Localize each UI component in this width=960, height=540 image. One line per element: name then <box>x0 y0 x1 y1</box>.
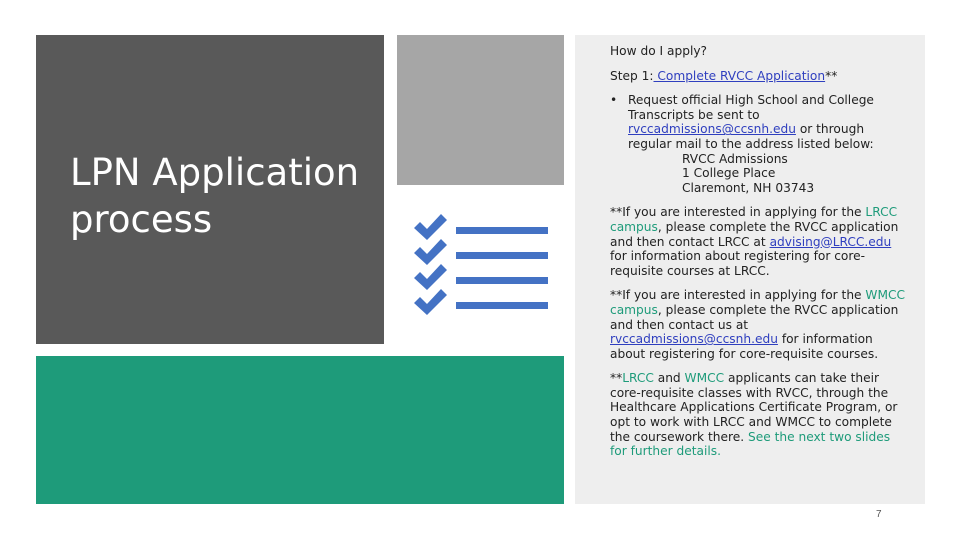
final-prefix: ** <box>610 371 623 386</box>
final-and: and <box>653 371 685 386</box>
address-line: 1 College Place <box>682 166 776 181</box>
check-mark-icon <box>414 264 447 290</box>
transcript-text-2: or through regular mail to the address listed below: <box>628 122 874 151</box>
wmcc-text-2: , please complete the RVCC application and then contact us at <box>610 302 899 332</box>
check-mark-icon <box>414 239 447 265</box>
gray-accent-block <box>397 35 564 185</box>
lrcc-text-3: for information about registering for core-requisite courses at LRCC. <box>610 249 866 278</box>
lrcc-text-2: , please complete the RVCC application and then contact LRCC at <box>610 219 899 249</box>
section-heading: How do I apply? <box>610 44 708 58</box>
bullet-marker: • <box>610 93 618 108</box>
rvcc-application-link[interactable]: Complete RVCC Application <box>653 68 826 83</box>
slide-title <box>70 149 359 243</box>
wmcc-text: **If you are interested in applying for the <box>610 288 862 303</box>
mailing-address <box>628 152 910 196</box>
application-instructions <box>610 44 910 459</box>
admissions-email-link[interactable]: rvccadmissions@ccsnh.edu <box>628 122 796 137</box>
slide-title-line2: process <box>70 198 213 241</box>
check-mark-icon <box>414 289 447 315</box>
wmcc-paragraph <box>610 288 910 361</box>
core-requisite-paragraph <box>610 371 910 459</box>
slide-title-line1: LPN Application <box>70 151 360 194</box>
step-1-label: Step 1: <box>610 68 654 83</box>
final-text: applicants can take their core-requisite classes with RVCC, through the Healthcare Applications Certificate Program, or opt to work with LRCC and WMCC to complete the coursework there. <box>610 371 898 444</box>
checklist-icon <box>410 212 555 324</box>
list-line <box>456 277 548 284</box>
lrcc-text: **If you are interested in applying for the <box>610 205 862 220</box>
next-slides-note: See the next two slides for further details. <box>610 429 891 459</box>
lrcc-email-link[interactable]: advising@LRCC.edu <box>769 234 892 249</box>
final-wmcc-label: WMCC <box>684 371 725 386</box>
step-1 <box>610 69 910 84</box>
final-lrcc-label: LRCC <box>622 371 654 386</box>
wmcc-text-3: for information about registering for core-requisite courses. <box>610 332 879 361</box>
wmcc-campus-label: WMCC campus <box>610 288 906 317</box>
page-number: 7 <box>876 509 882 520</box>
transcript-text: Request official High School and College Transcripts be sent to <box>628 93 874 122</box>
green-accent-panel <box>36 356 564 504</box>
transcript-bullet <box>610 93 910 195</box>
list-line <box>456 227 548 234</box>
address-line: Claremont, NH 03743 <box>682 180 815 195</box>
title-panel <box>36 35 384 344</box>
check-mark-icon <box>414 214 447 240</box>
list-line <box>456 302 548 309</box>
lrcc-paragraph <box>610 205 910 278</box>
address-line: RVCC Admissions <box>682 151 788 166</box>
wmcc-email-link[interactable]: rvccadmissions@ccsnh.edu <box>610 332 778 347</box>
lrcc-campus-label: LRCC campus <box>610 205 898 234</box>
step-1-suffix: ** <box>825 68 838 83</box>
list-line <box>456 252 548 259</box>
